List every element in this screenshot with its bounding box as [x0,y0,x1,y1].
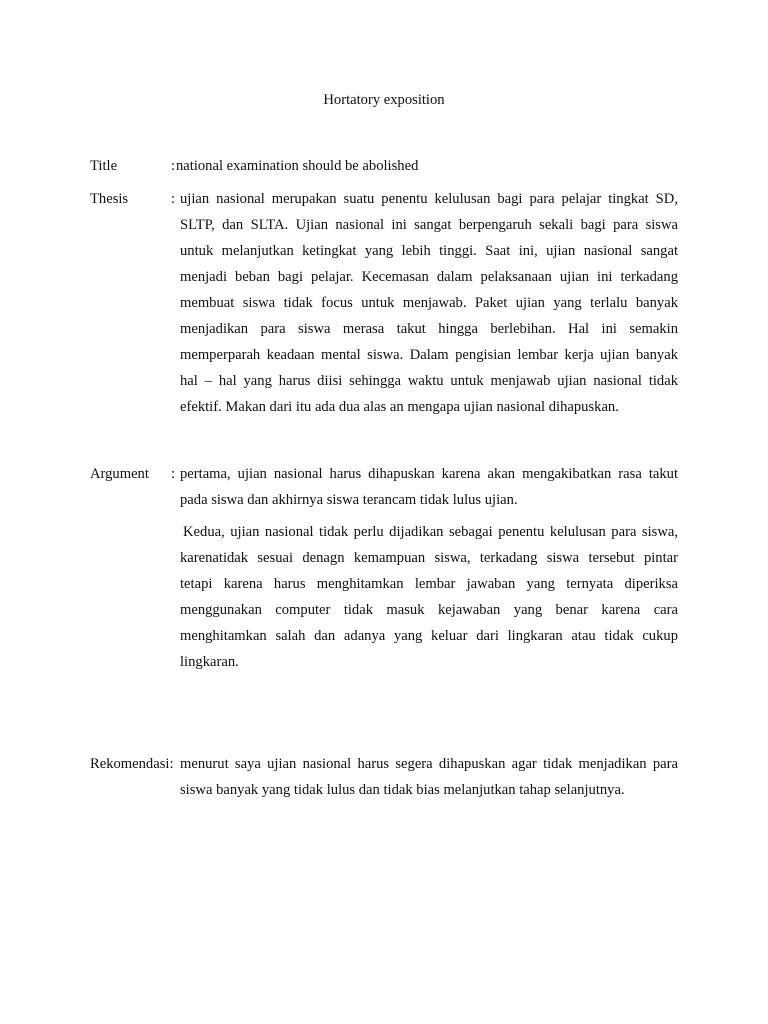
thesis-line: membuat siswa tidak focus untuk menjawab. Paket ujian yang terlalu banyak [180,295,678,311]
title-colon: : [171,158,176,174]
rekomendasi-label: Rekomendasi: [90,756,174,772]
argument-label: Argument [90,466,149,482]
argument-second-line: Kedua, ujian nasional tidak perlu dijadikan sebagai penentu kelulusan para siswa, [183,524,678,540]
thesis-line: menjadi beban bagi pelajar. Kecemasan dalam pelaksanaan ujian ini terkadang [180,269,678,285]
thesis-line: hal – hal yang harus diisi sehingga waktu untuk menjawab ujian nasional tidak [180,373,678,389]
title-text: national examination should be abolished [176,158,419,174]
argument-second-line: menggunakan computer tidak masuk kejawaban yang benar karena cara [180,602,678,618]
thesis-colon: : [171,191,176,207]
argument-line: pada siswa dan akhirnya siswa terancam tidak lulus ujian. [180,492,518,508]
argument-second-line: lingkaran. [180,654,239,670]
thesis-line: untuk melanjutkan ketingkat yang lebih tinggi. Saat ini, ujian nasional sangat [180,243,678,259]
argument-line: pertama, ujian nasional harus dihapuskan karena akan mengakibatkan rasa takut [180,466,678,482]
argument-second-line: karenatidak sesuai denagn kemampuan siswa, terkadang siswa tersebut pintar [180,550,678,566]
rekomendasi-line: siswa banyak yang tidak lulus dan tidak bias melanjutkan tahap selanjutnya. [180,782,625,798]
argument-second-line: tetapi karena harus menghitamkan lembar jawaban yang ternyata diperiksa [180,576,678,592]
thesis-line: SLTP, dan SLTA. Ujian nasional ini sangat berpengaruh sekali bagi para siswa [180,217,678,233]
thesis-line: memperparah keadaan mental siswa. Dalam pengisian lembar kerja ujian banyak [180,347,678,363]
document-heading: Hortatory exposition [323,92,445,108]
title-label: Title [90,158,118,174]
thesis-line: efektif. Makan dari itu ada dua alas an mengapa ujian nasional dihapuskan. [180,399,619,415]
thesis-line: ujian nasional merupakan suatu penentu kelulusan bagi para pelajar tingkat SD, [180,191,678,207]
rekomendasi-line: menurut saya ujian nasional harus segera dihapuskan agar tidak menjadikan para [180,756,678,772]
thesis-label: Thesis [90,191,129,207]
argument-colon: : [171,466,176,482]
thesis-line: menjadikan para siswa merasa takut hingga berlebihan. Hal ini semakin [180,321,678,337]
argument-second-line: menghitamkan salah dan adanya yang keluar dari lingkaran atau tidak cukup [180,628,678,644]
